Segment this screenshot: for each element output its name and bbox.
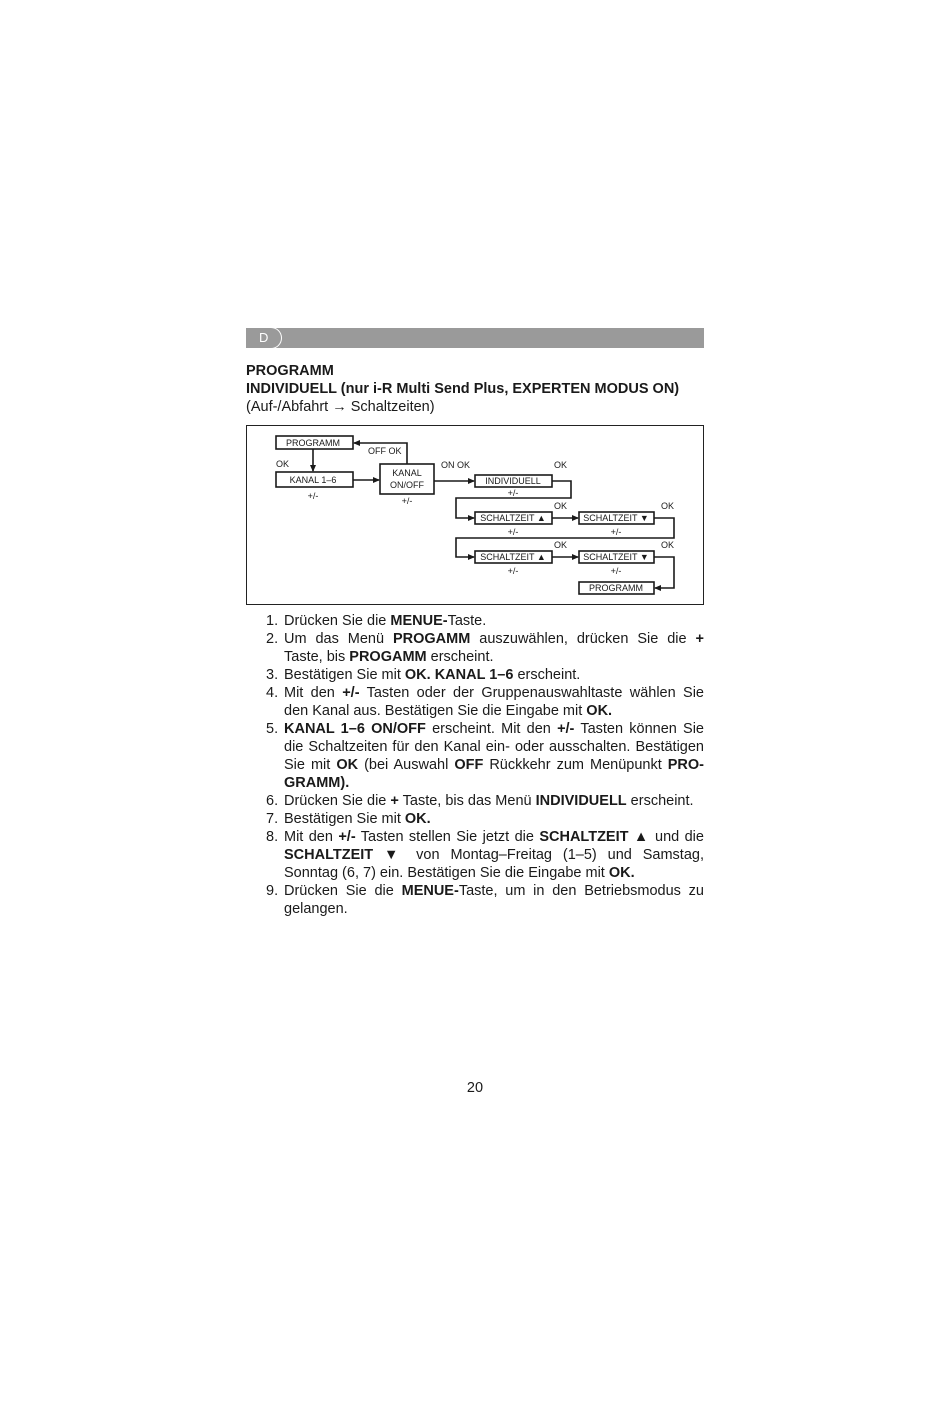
step-number: 4.: [266, 685, 279, 701]
arrow: [654, 557, 674, 588]
step-number: 1.: [266, 613, 279, 629]
step-text-bold: MENUE-: [401, 883, 459, 899]
label-schaltzeit-down: SCHALTZEIT ▼: [583, 552, 649, 562]
step-text: auszuwählen, drücken Sie die: [470, 631, 696, 647]
step-text: Bestätigen Sie mit: [284, 811, 405, 827]
page-number: 20: [466, 1080, 484, 1096]
step-text-bold: PROGAMM: [349, 649, 427, 665]
step-text: Mit den: [284, 685, 343, 701]
instruction-step: [266, 630, 704, 666]
section-note: (Auf-/Abfahrt → Schaltzeiten): [246, 399, 435, 415]
step-text: Rückkehr zum Menüpunkt: [483, 757, 668, 773]
label-plusminus: +/-: [507, 566, 519, 576]
label-kanal-onoff: ON/OFF: [390, 480, 424, 490]
step-number: 8.: [266, 829, 279, 845]
step-text: erscheint.: [513, 667, 581, 683]
instruction-step: [266, 612, 704, 630]
step-text: Mit den: [284, 829, 339, 845]
step-text: Tasten oder der Gruppenauswahltaste wählen Sie den Kanal aus. Bestätigen Sie die Eingabe mit: [284, 685, 704, 719]
label-plusminus: +/-: [307, 491, 319, 501]
language-tab: D: [246, 327, 282, 349]
step-text: Drücken Sie die: [284, 883, 402, 899]
label-plusminus: +/-: [401, 496, 413, 506]
instruction-step: [266, 720, 704, 792]
step-number: 5.: [266, 721, 279, 737]
step-text-bold: +/-: [338, 829, 356, 845]
step-text: (bei Auswahl: [358, 757, 455, 773]
step-text-bold: +/-: [557, 721, 575, 737]
step-number: 2.: [266, 631, 279, 647]
instruction-step: [266, 684, 704, 720]
step-text: Taste, bis: [284, 649, 350, 665]
header-bar: [246, 328, 704, 348]
label-kanal-onoff: KANAL: [392, 468, 422, 478]
step-text: Tasten stellen Sie jetzt die: [355, 829, 540, 845]
step-text: Bestätigen Sie mit: [284, 667, 405, 683]
label-ok: OK: [554, 540, 568, 550]
step-number: 3.: [266, 667, 279, 683]
step-text-bold: MENUE-: [390, 613, 448, 629]
step-text: erscheint.: [426, 649, 494, 665]
step-text: Drücken Sie die: [284, 613, 391, 629]
label-programm-top: PROGRAMM: [286, 438, 340, 448]
instruction-step: [266, 828, 704, 882]
step-text: Taste, um in den Betriebsmodus zu gelangen.: [284, 883, 704, 917]
label-individuell: INDIVIDUELL: [485, 476, 541, 486]
step-text-bold: OK. KANAL 1–6: [404, 667, 514, 683]
instruction-step: [266, 666, 704, 684]
instruction-step: [266, 882, 704, 918]
instruction-step: [266, 810, 704, 828]
step-text-bold: PRO-GRAMM).: [284, 757, 704, 791]
step-number: 6.: [266, 793, 279, 809]
step-text-bold: PROGAMM: [392, 631, 471, 647]
instruction-list: [266, 612, 704, 918]
step-text-bold: INDIVIDUELL: [535, 793, 627, 809]
label-off-ok: OFF OK: [368, 446, 402, 456]
label-schaltzeit-up: SCHALTZEIT ▲: [480, 552, 546, 562]
step-number: 9.: [266, 883, 279, 899]
label-plusminus: +/-: [507, 488, 519, 498]
label-ok: OK: [554, 501, 568, 511]
step-text: Um das Menü: [284, 631, 393, 647]
step-text: und die: [649, 829, 704, 845]
section-title: PROGRAMM: [246, 363, 334, 379]
step-text-bold: OK.: [608, 865, 635, 881]
label-ok: OK: [661, 540, 675, 550]
step-text-bold: OK: [336, 757, 359, 773]
step-text-bold: +: [390, 793, 399, 809]
instruction-step: [266, 792, 704, 810]
label-plusminus: +/-: [610, 527, 622, 537]
step-text-bold: SCHALTZEIT ▲: [539, 829, 650, 845]
step-text-bold: +/-: [342, 685, 360, 701]
label-plusminus: +/-: [507, 527, 519, 537]
label-programm-bottom: PROGRAMM: [589, 583, 643, 593]
step-text-bold: OK.: [404, 811, 431, 827]
step-text-bold: SCHALTZEIT ▼: [284, 847, 406, 863]
label-kanal: KANAL 1–6: [289, 475, 337, 485]
step-text-bold: KANAL 1–6 ON/OFF: [284, 721, 426, 737]
step-text-bold: OFF: [454, 757, 484, 773]
step-text: erscheint. Mit den: [425, 721, 558, 737]
step-text-bold: OK.: [586, 703, 613, 719]
label-ok: OK: [276, 459, 290, 469]
label-schaltzeit-up: SCHALTZEIT ▲: [480, 513, 546, 523]
label-on-ok: ON OK: [441, 460, 471, 470]
step-text: Tasten können Sie die Schaltzeiten für den Kanal ein- oder ausschalten. Bestätigen Sie mit: [284, 721, 704, 773]
step-number: 7.: [266, 811, 279, 827]
flow-diagram: [246, 425, 704, 605]
step-text: Drücken Sie die: [284, 793, 391, 809]
label-plusminus: +/-: [610, 566, 622, 576]
step-text: Taste.: [447, 613, 487, 629]
label-schaltzeit-down: SCHALTZEIT ▼: [583, 513, 649, 523]
step-text-bold: +: [695, 631, 704, 647]
label-ok: OK: [661, 501, 675, 511]
section-subtitle: INDIVIDUELL (nur i-R Multi Send Plus, EXPERTEN MODUS ON): [246, 381, 680, 397]
step-text: von Montag–Freitag (1–5) und Samstag, Sonntag (6, 7) ein. Bestätigen Sie die Eingabe mit: [284, 847, 704, 881]
label-ok: OK: [554, 460, 568, 470]
step-text: Taste, bis das Menü: [398, 793, 536, 809]
step-text: erscheint.: [626, 793, 694, 809]
